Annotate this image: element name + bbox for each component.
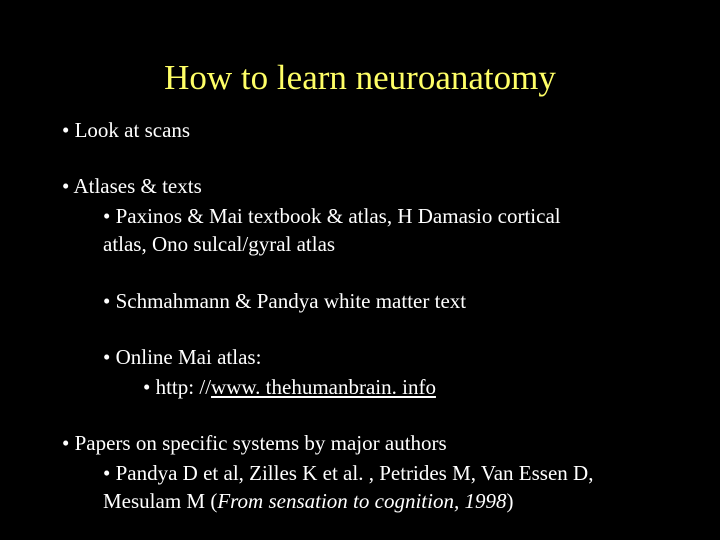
bullet-look-at-scans: • Look at scans bbox=[62, 118, 191, 142]
url-link[interactable]: www. thehumanbrain. info bbox=[211, 375, 436, 399]
url-line bbox=[143, 374, 436, 400]
sub-bullet-paxinos-continued: atlas, Ono sulcal/gyral atlas bbox=[103, 232, 336, 256]
authors-prefix: Mesulam M ( bbox=[103, 489, 218, 513]
sub-bullet-schmahmann: • Schmahmann & Pandya white matter text bbox=[103, 289, 467, 313]
sub-bullet-authors: • Pandya D et al, Zilles K et al. , Petrides M, Van Essen D, bbox=[103, 461, 594, 485]
sub-bullet-authors-continued bbox=[103, 488, 513, 514]
sub-bullet-paxinos: • Paxinos & Mai textbook & atlas, H Damasio cortical bbox=[103, 204, 561, 228]
slide-title: How to learn neuroanatomy bbox=[164, 58, 556, 97]
bullet-papers: • Papers on specific systems by major authors bbox=[62, 431, 447, 455]
url-prefix: • http: // bbox=[143, 375, 212, 399]
book-title: From sensation to cognition, 1998 bbox=[217, 489, 507, 513]
authors-suffix: ) bbox=[506, 489, 514, 513]
sub-bullet-online-mai: • Online Mai atlas: bbox=[103, 345, 262, 369]
bullet-atlases-texts: • Atlases & texts bbox=[62, 174, 202, 198]
